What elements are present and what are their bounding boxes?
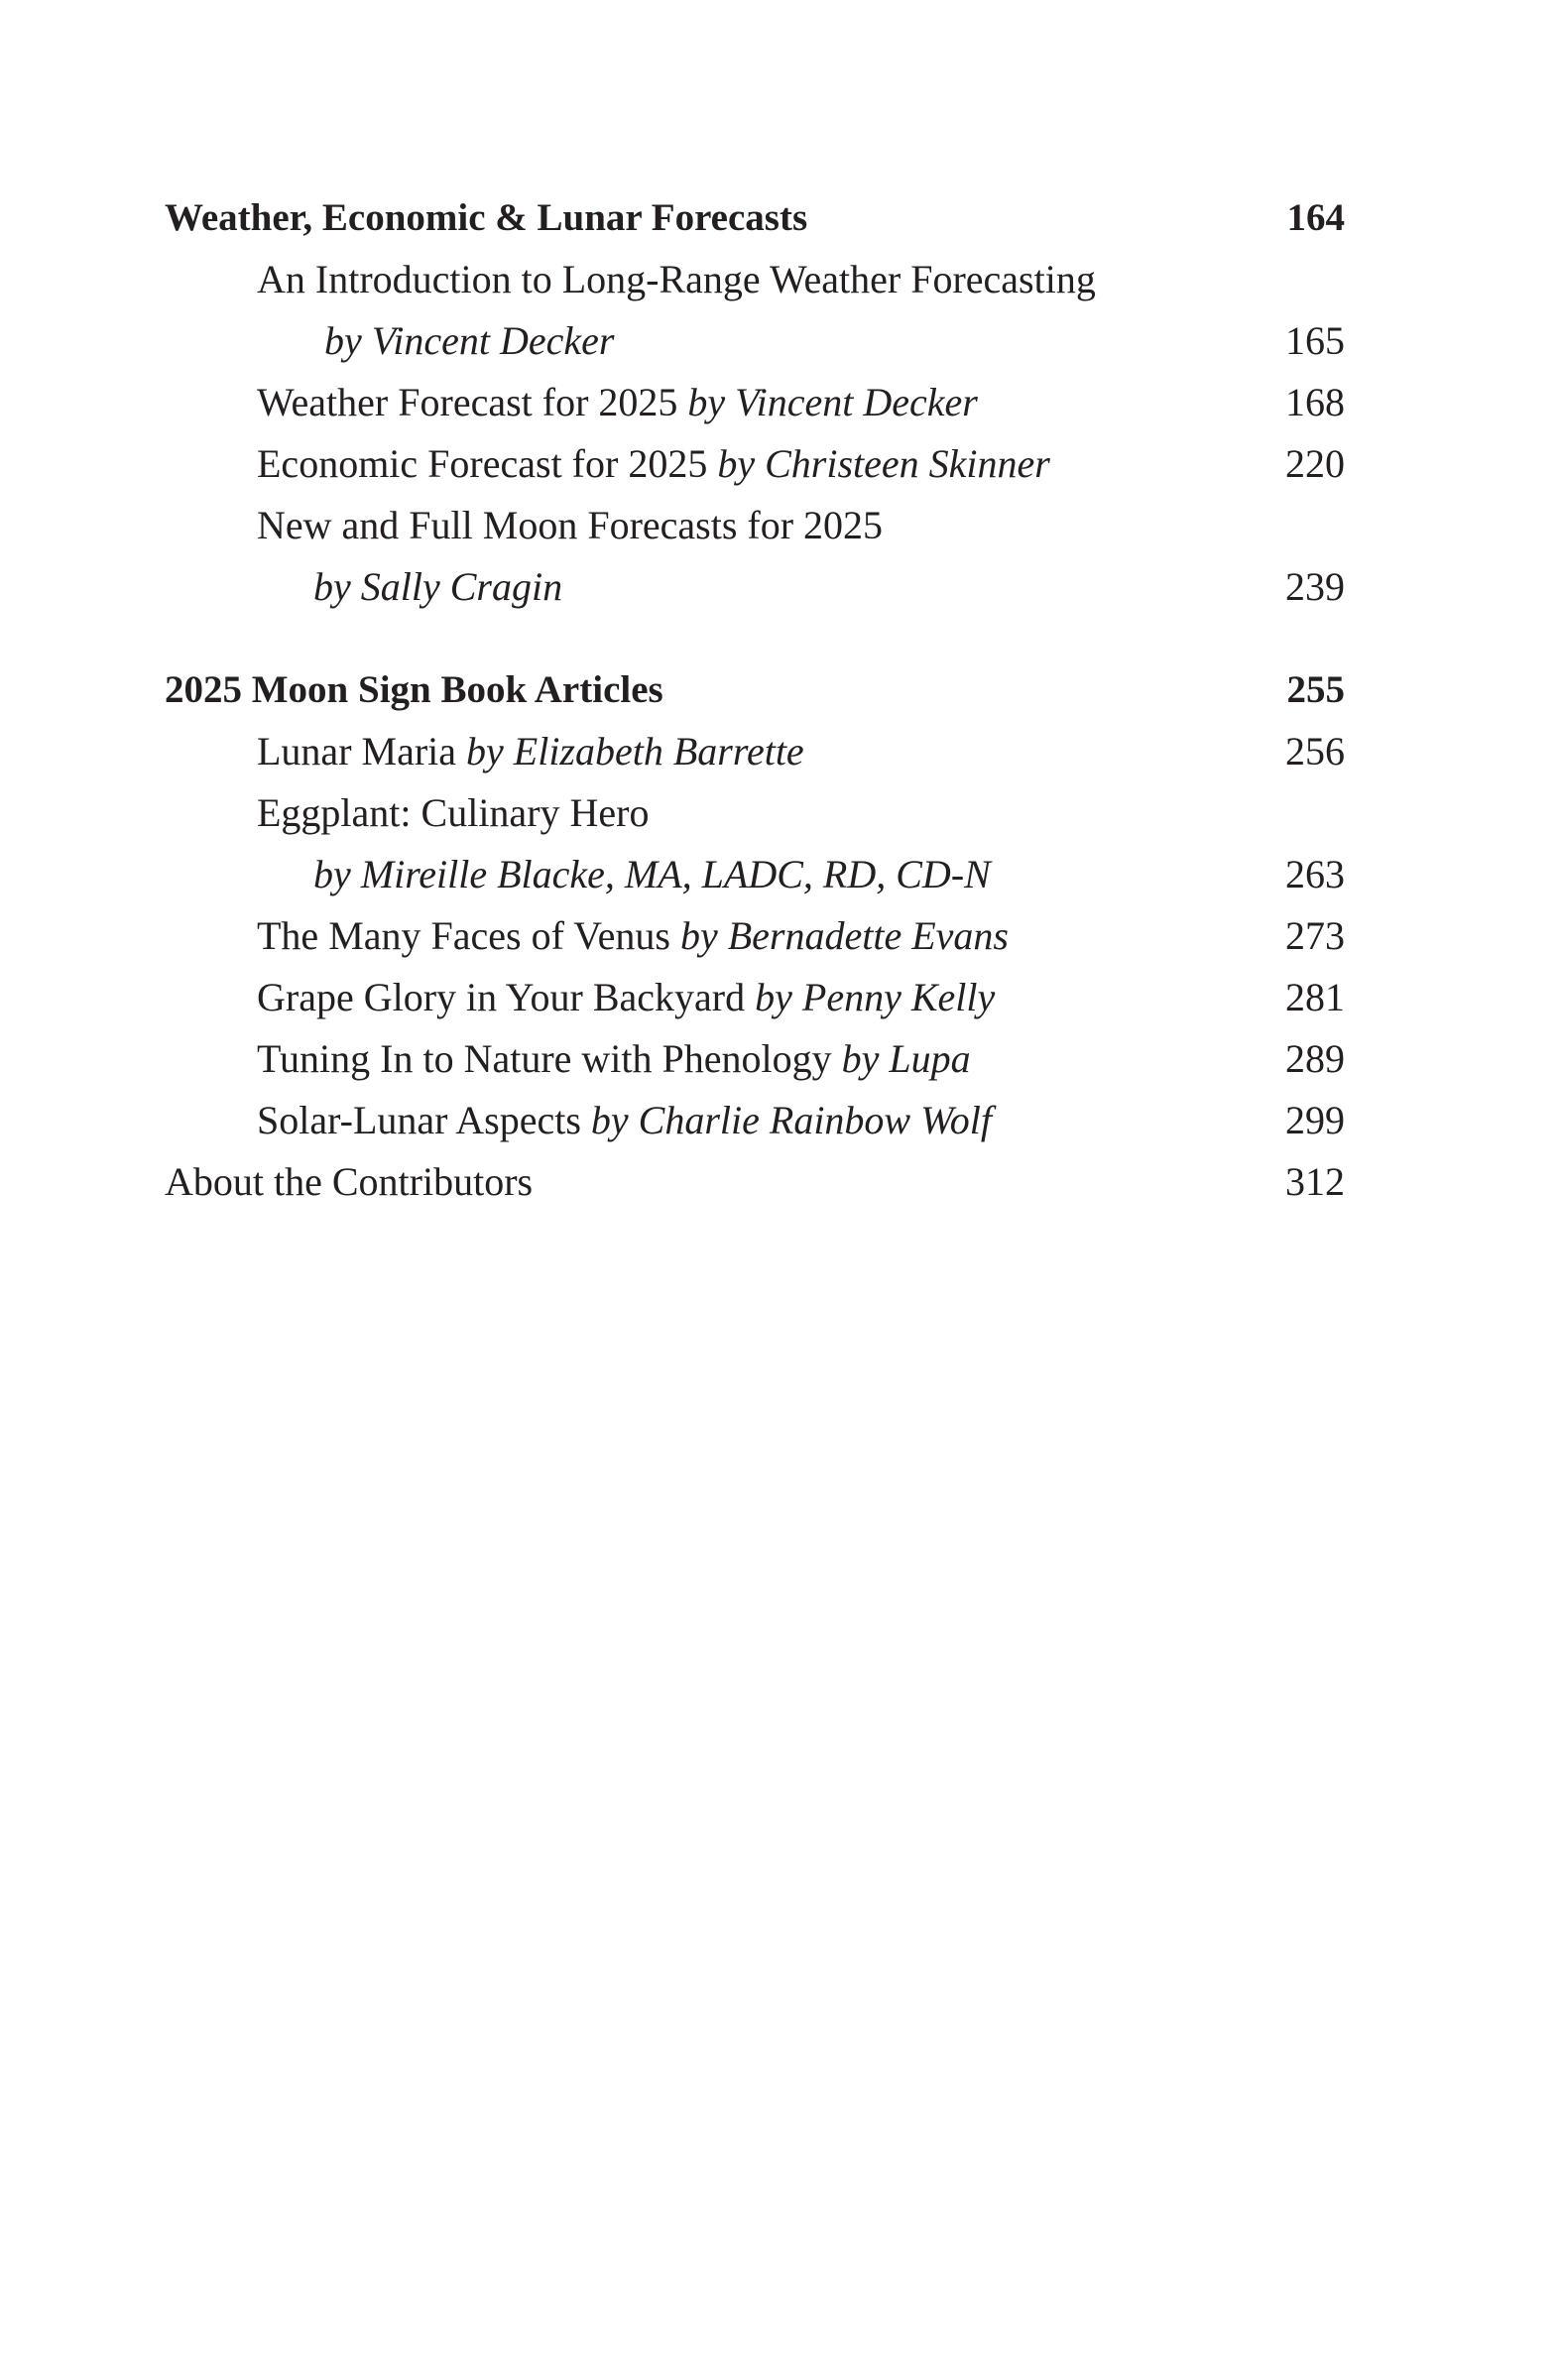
toc-entry <box>0 373 1562 432</box>
section-heading-forecasts <box>0 188 1562 248</box>
entry-title-with-author <box>257 722 804 781</box>
entry-page-number: 299 <box>1285 1098 1345 1142</box>
toc-entry <box>0 722 1562 781</box>
section-title: Weather, Economic & Lunar Forecasts <box>165 196 808 239</box>
entry-page-number: 239 <box>1285 564 1345 609</box>
entry-title-with-author <box>257 434 1050 494</box>
entry-title: New and Full Moon Forecasts for 2025 <box>257 503 884 547</box>
entry-title: Economic Forecast for 2025 <box>257 441 718 486</box>
entry-author: by Bernadette Evans <box>679 913 1009 958</box>
entry-title: An Introduction to Long-Range Weather Forecasting <box>257 257 1096 301</box>
entry-title: About the Contributors <box>165 1159 534 1204</box>
toc-entry-contributors <box>0 1152 1562 1212</box>
entry-title-with-author <box>257 373 978 432</box>
entry-title-with-author <box>257 968 995 1027</box>
entry-page-number: 256 <box>1285 729 1345 774</box>
entry-title-with-author <box>257 1091 992 1150</box>
toc-entry-byline <box>0 311 1562 371</box>
entry-page-number: 165 <box>1285 318 1345 363</box>
section-page-number: 255 <box>1286 668 1345 711</box>
toc-entry <box>0 434 1562 494</box>
toc-entry <box>0 968 1562 1027</box>
toc-entry-byline <box>0 845 1562 904</box>
entry-title-with-author <box>257 1029 971 1089</box>
entry-title: Solar-Lunar Aspects <box>257 1098 591 1142</box>
entry-author: by Lupa <box>841 1036 971 1081</box>
entry-author: by Christeen Skinner <box>717 441 1050 486</box>
entry-page-number: 263 <box>1285 852 1345 896</box>
entry-title: Weather Forecast for 2025 <box>257 380 688 424</box>
entry-title: Eggplant: Culinary Hero <box>257 790 650 835</box>
entry-page-number: 168 <box>1285 380 1345 424</box>
toc-entry-title <box>0 250 1562 309</box>
entry-page-number: 289 <box>1285 1036 1345 1081</box>
entry-title: Tuning In to Nature with Phenology <box>257 1036 842 1081</box>
entry-title-with-author <box>257 906 1009 966</box>
entry-page-number: 281 <box>1285 975 1345 1019</box>
entry-title: The Many Faces of Venus <box>257 913 680 958</box>
entry-page-number: 273 <box>1285 913 1345 958</box>
entry-title: Lunar Maria <box>257 729 467 774</box>
toc-entry <box>0 1029 1562 1089</box>
entry-page-number: 220 <box>1285 441 1345 486</box>
entry-author: by Charlie Rainbow Wolf <box>590 1098 992 1142</box>
entry-title: Grape Glory in Your Backyard <box>257 975 756 1019</box>
entry-author: by Vincent Decker <box>687 380 978 424</box>
entry-author: by Vincent Decker <box>324 318 615 363</box>
entry-page-number: 312 <box>1285 1159 1345 1204</box>
toc-entry-title <box>0 783 1562 843</box>
entry-author: by Sally Cragin <box>313 564 563 609</box>
toc-entry-title <box>0 496 1562 555</box>
toc-entry-byline <box>0 557 1562 617</box>
toc-entry <box>0 906 1562 966</box>
section-heading-articles <box>0 660 1562 720</box>
entry-author: by Mireille Blacke, MA, LADC, RD, CD-N <box>313 852 991 896</box>
entry-author: by Penny Kelly <box>755 975 996 1019</box>
section-page-number: 164 <box>1286 196 1345 239</box>
entry-author: by Elizabeth Barrette <box>466 729 804 774</box>
toc-entry <box>0 1091 1562 1150</box>
section-title: 2025 Moon Sign Book Articles <box>165 668 663 711</box>
